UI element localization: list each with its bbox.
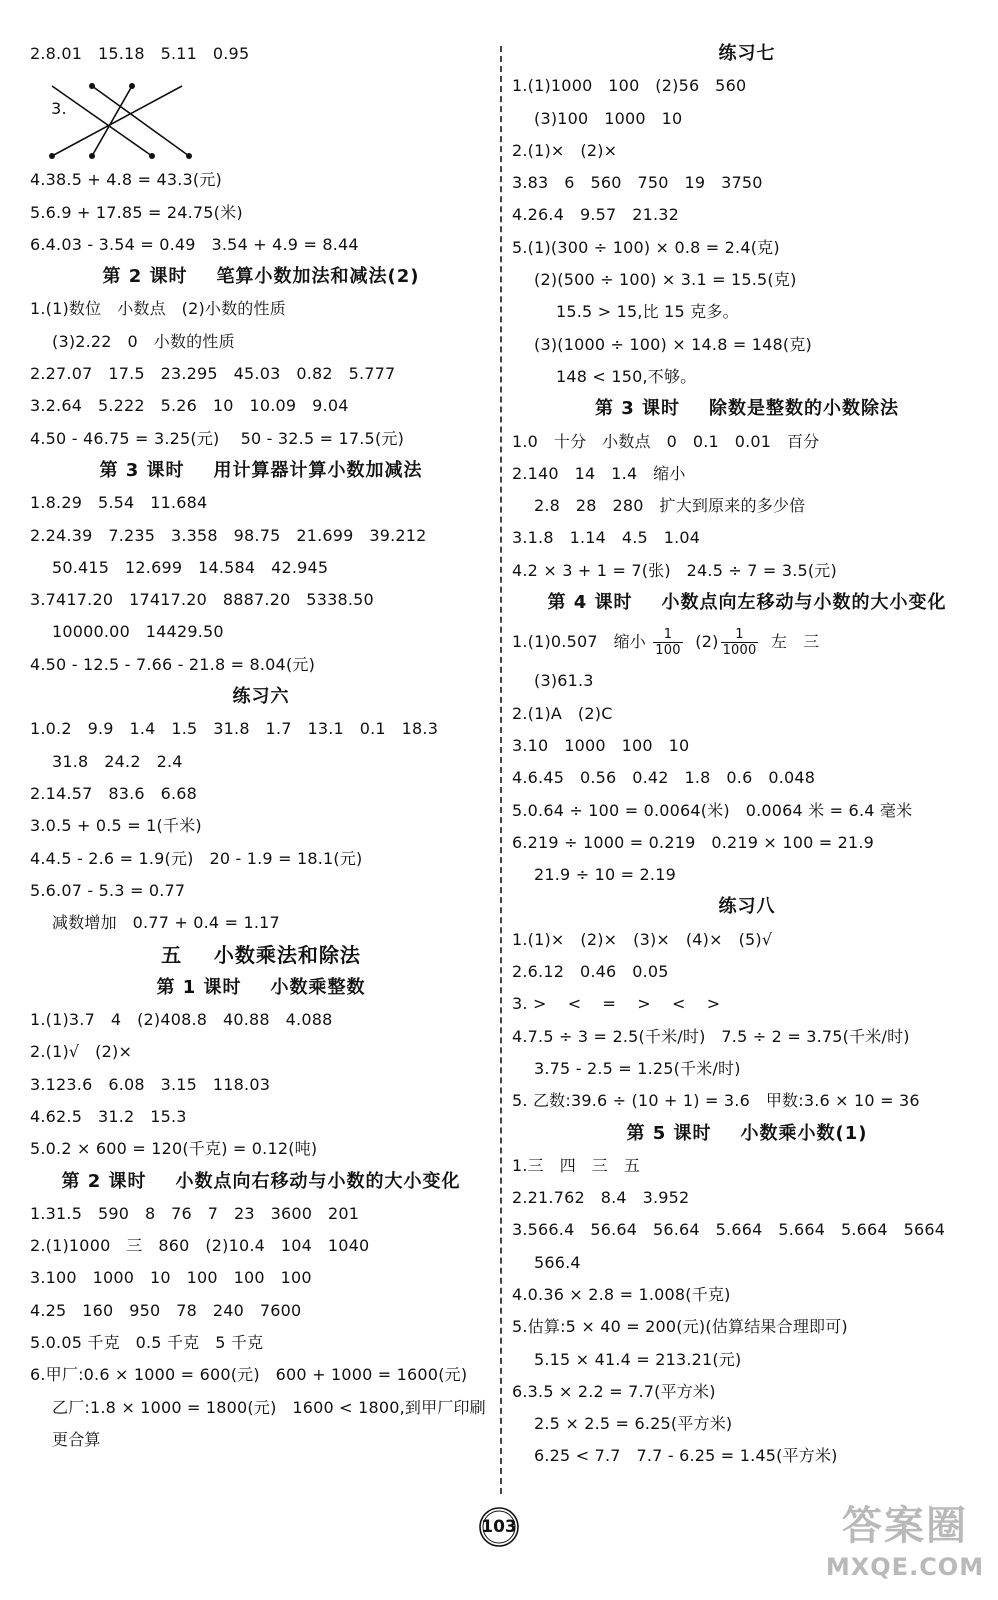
answer-text: 左 三 bbox=[771, 632, 820, 652]
right-column bbox=[512, 38, 982, 1473]
section-heading: 第 2 课时 笔算小数加法和减法(2) bbox=[102, 266, 420, 288]
answer-line: 148 < 150,不够。 bbox=[556, 366, 697, 386]
answer-line: 2.8.01 15.18 5.11 0.95 bbox=[30, 44, 250, 63]
answer-line: 2.(1)√ (2)× bbox=[30, 1042, 133, 1062]
answer-line: 更合算 bbox=[52, 1429, 101, 1449]
section-heading: 练习八 bbox=[718, 896, 776, 918]
answer-line: 4.4.5 - 2.6 = 1.9(元) 20 - 1.9 = 18.1(元) bbox=[30, 848, 363, 868]
answer-line: 2.140 14 1.4 缩小 bbox=[512, 463, 686, 483]
match-dot bbox=[49, 153, 55, 159]
section-heading: 第 2 课时 小数点向右移动与小数的大小变化 bbox=[61, 1170, 461, 1192]
answer-line: 3.1.8 1.14 4.5 1.04 bbox=[512, 528, 701, 548]
match-line-2 bbox=[92, 86, 189, 156]
answer-line: 566.4 bbox=[534, 1252, 581, 1272]
answer-line-fractions bbox=[512, 619, 982, 665]
match-dot bbox=[149, 153, 155, 159]
answer-line: 3.100 1000 10 100 100 100 bbox=[30, 1268, 312, 1288]
answer-line: 5.(1)(300 ÷ 100) × 0.8 = 2.4(克) bbox=[512, 237, 780, 257]
answer-line: 6.25 < 7.7 7.7 - 6.25 = 1.45(平方米) bbox=[534, 1446, 838, 1466]
answer-line: 2.27.07 17.5 23.295 45.03 0.82 5.777 bbox=[30, 364, 396, 384]
answer-line: 50.415 12.699 14.584 42.945 bbox=[52, 557, 329, 577]
answer-line: 3.83 6 560 750 19 3750 bbox=[512, 173, 763, 193]
match-dot bbox=[186, 153, 192, 159]
answer-line: 4.6.45 0.56 0.42 1.8 0.6 0.048 bbox=[512, 768, 816, 788]
answer-line: 10000.00 14429.50 bbox=[52, 622, 224, 642]
fraction bbox=[653, 627, 682, 658]
answer-line: 1.8.29 5.54 11.684 bbox=[30, 493, 208, 513]
answer-line: 2.24.39 7.235 3.358 98.75 21.699 39.212 bbox=[30, 525, 427, 545]
watermark-logo-text: 答案圈 bbox=[842, 1503, 968, 1549]
section-heading: 练习七 bbox=[718, 43, 776, 64]
match-line-3 bbox=[92, 86, 132, 156]
watermark bbox=[820, 1500, 990, 1592]
answer-line: 4.50 - 12.5 - 7.66 - 21.8 = 8.04(元) bbox=[30, 654, 316, 674]
answer-line: 2.5 × 2.5 = 6.25(平方米) bbox=[534, 1414, 733, 1434]
answer-line: 减数增加 0.77 + 0.4 = 1.17 bbox=[52, 913, 280, 933]
page-number bbox=[476, 1506, 522, 1552]
answer-line: 3.75 - 2.5 = 1.25(千米/时) bbox=[534, 1058, 741, 1078]
answer-line: 31.8 24.2 2.4 bbox=[52, 751, 183, 771]
answer-line: 2.(1)1000 三 860 (2)10.4 104 1040 bbox=[30, 1236, 370, 1256]
answer-line: 5.0.05 千克 0.5 千克 5 千克 bbox=[30, 1332, 264, 1352]
fraction-denominator: 1000 bbox=[722, 643, 757, 659]
answer-line: 21.9 ÷ 10 = 2.19 bbox=[534, 865, 676, 885]
page-number-text: 103 bbox=[481, 1517, 517, 1537]
section-heading: 第 1 课时 小数乘整数 bbox=[156, 976, 366, 998]
answer-line: 2.(1)A (2)C bbox=[512, 703, 613, 723]
answer-line: 1.三 四 三 五 bbox=[512, 1155, 641, 1175]
answer-line: 2.21.762 8.4 3.952 bbox=[512, 1188, 690, 1208]
fraction bbox=[721, 627, 759, 658]
answer-line: 3.7417.20 17417.20 8887.20 5338.50 bbox=[30, 590, 374, 610]
answer-line: 2.(1)× (2)× bbox=[512, 140, 618, 160]
answer-line: 4.62.5 31.2 15.3 bbox=[30, 1106, 187, 1126]
answer-line: (3)61.3 bbox=[534, 671, 594, 691]
unit-heading: 五 小数乘法和除法 bbox=[161, 943, 361, 968]
answer-line: 1.(1)数位 小数点 (2)小数的性质 bbox=[30, 299, 286, 319]
answer-line: 2.8 28 280 扩大到原来的多少倍 bbox=[534, 496, 806, 516]
answer-line: 5. 乙数:39.6 ÷ (10 + 1) = 3.6 甲数:3.6 × 10 = 36 bbox=[512, 1091, 920, 1111]
section-heading: 练习六 bbox=[232, 686, 290, 708]
answer-line: 3. > < = > < > bbox=[512, 994, 721, 1014]
answer-line: (3)(1000 ÷ 100) × 14.8 = 148(克) bbox=[534, 334, 812, 354]
answer-line: 3.2.64 5.222 5.26 10 10.09 9.04 bbox=[30, 396, 349, 416]
fraction-denominator: 100 bbox=[655, 643, 681, 659]
section-heading: 第 3 课时 除数是整数的小数除法 bbox=[594, 398, 900, 420]
answer-line: 5.0.64 ÷ 100 = 0.0064(米) 0.0064 米 = 6.4 毫米 bbox=[512, 800, 913, 820]
column-divider bbox=[500, 46, 502, 1494]
answer-line: 5.0.2 × 600 = 120(千克) = 0.12(吨) bbox=[30, 1139, 318, 1159]
answer-line: 6.3.5 × 2.2 = 7.7(平方米) bbox=[512, 1381, 716, 1401]
answer-number: 3. bbox=[51, 99, 67, 119]
match-dot bbox=[129, 83, 135, 89]
answer-line: 3.10 1000 100 10 bbox=[512, 735, 690, 755]
answer-line: 1.0.2 9.9 1.4 1.5 31.8 1.7 13.1 0.1 18.3 bbox=[30, 719, 439, 739]
answer-line: 5.15 × 41.4 = 213.21(元) bbox=[534, 1349, 742, 1369]
answer-line: (2)(500 ÷ 100) × 3.1 = 15.5(克) bbox=[534, 270, 797, 290]
section-heading: 第 3 课时 用计算器计算小数加减法 bbox=[99, 459, 423, 481]
answer-line: 4.26.4 9.57 21.32 bbox=[512, 205, 680, 225]
answer-line: 5.6.9 + 17.85 = 24.75(米) bbox=[30, 202, 243, 222]
match-line-1 bbox=[52, 86, 152, 156]
answer-line: 5.估算:5 × 40 = 200(元)(估算结果合理即可) bbox=[512, 1317, 848, 1337]
watermark-url: MXQE.COM bbox=[825, 1553, 985, 1581]
answer-line: (3)2.22 0 小数的性质 bbox=[52, 331, 235, 351]
answer-line: (3)100 1000 10 bbox=[534, 108, 683, 128]
answer-line: 4.0.36 × 2.8 = 1.008(千克) bbox=[512, 1284, 731, 1304]
fraction-numerator: 1 bbox=[653, 627, 682, 643]
answer-line: 5.6.07 - 5.3 = 0.77 bbox=[30, 880, 186, 900]
answer-line: 2.6.12 0.46 0.05 bbox=[512, 962, 669, 982]
answer-line: 3.0.5 + 0.5 = 1(千米) bbox=[30, 816, 202, 836]
answer-line: 1.0 十分 小数点 0 0.1 0.01 百分 bbox=[512, 431, 820, 451]
answer-line: 1.(1)3.7 4 (2)408.8 40.88 4.088 bbox=[30, 1010, 333, 1030]
answer-line: 乙厂:1.8 × 1000 = 1800(元) 1600 < 1800,到甲厂印刷 bbox=[52, 1397, 486, 1417]
matching-lines-diagram bbox=[44, 80, 214, 160]
match-dot bbox=[89, 153, 95, 159]
answer-line: 6.甲厂:0.6 × 1000 = 600(元) 600 + 1000 = 1600(元) bbox=[30, 1365, 468, 1385]
matching-answer bbox=[30, 70, 492, 164]
answer-line: 2.14.57 83.6 6.68 bbox=[30, 783, 198, 803]
answer-line: 3.123.6 6.08 3.15 118.03 bbox=[30, 1074, 271, 1094]
section-heading: 第 5 课时 小数乘小数(1) bbox=[626, 1122, 868, 1144]
fraction-numerator: 1 bbox=[721, 627, 759, 643]
answer-line: 6.4.03 - 3.54 = 0.49 3.54 + 4.9 = 8.44 bbox=[30, 234, 359, 254]
answer-line: 3.566.4 56.64 56.64 5.664 5.664 5.664 5664 bbox=[512, 1220, 946, 1240]
left-column bbox=[30, 38, 492, 1456]
answer-text: 1.(1)0.507 缩小 bbox=[512, 632, 646, 652]
answer-text: (2) bbox=[695, 632, 719, 652]
answer-line: 1.31.5 590 8 76 7 23 3600 201 bbox=[30, 1203, 360, 1223]
answer-line: 4.7.5 ÷ 3 = 2.5(千米/时) 7.5 ÷ 2 = 3.75(千米/时) bbox=[512, 1026, 910, 1046]
answer-line: 6.219 ÷ 1000 = 0.219 0.219 × 100 = 21.9 bbox=[512, 832, 875, 852]
answer-line: 1.(1)× (2)× (3)× (4)× (5)√ bbox=[512, 929, 773, 949]
answer-line: 1.(1)1000 100 (2)56 560 bbox=[512, 76, 747, 96]
answer-line: 15.5 > 15,比 15 克多。 bbox=[556, 302, 739, 322]
answer-line: 4.50 - 46.75 = 3.25(元) 50 - 32.5 = 17.5(元) bbox=[30, 428, 405, 448]
match-line-4 bbox=[52, 86, 182, 156]
answer-line: 4.2 × 3 + 1 = 7(张) 24.5 ÷ 7 = 3.5(元) bbox=[512, 560, 837, 580]
match-dot bbox=[89, 83, 95, 89]
answer-line: 4.25 160 950 78 240 7600 bbox=[30, 1300, 302, 1320]
section-heading: 第 4 课时 小数点向左移动与小数的大小变化 bbox=[547, 592, 947, 614]
answer-line: 4.38.5 + 4.8 = 43.3(元) bbox=[30, 170, 223, 190]
